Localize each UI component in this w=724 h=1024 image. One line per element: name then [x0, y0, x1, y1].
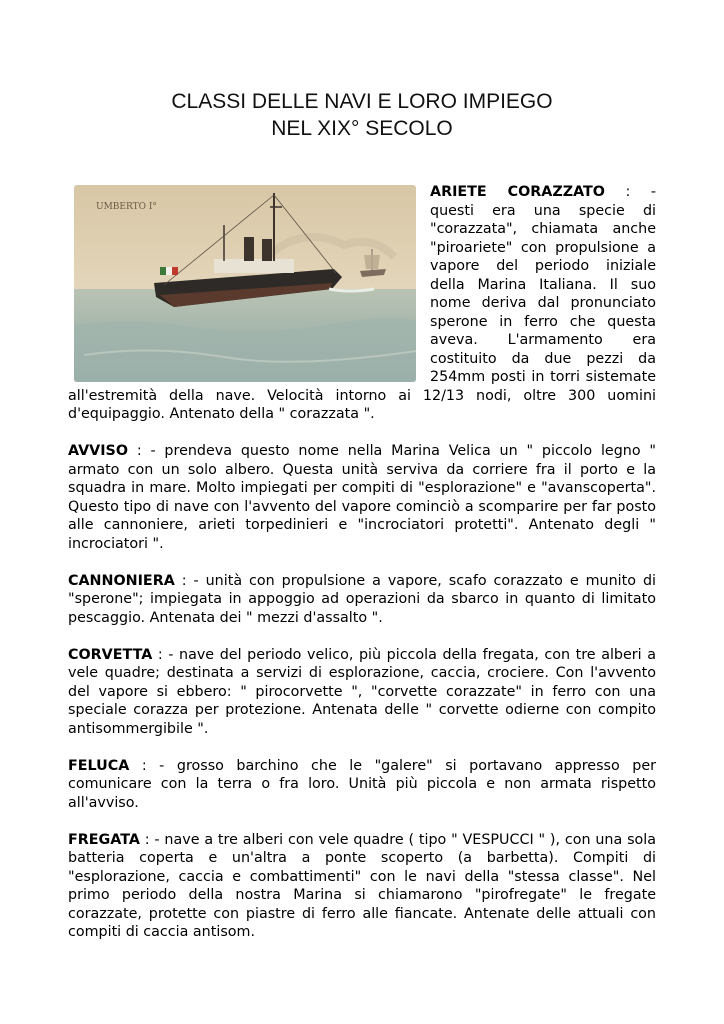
page-title	[0, 88, 724, 142]
entry-term-avviso: AVVISO	[68, 443, 128, 459]
entry-term-feluca: FELUCA	[68, 757, 130, 774]
entry-text-ariete-corazzato: : - questi era una specie di "corazzata", chiamata anche "piroariete" con propulsione a vapore del periodo iniziale della Marina Italiana. Il suo nome deriva dal pronunciato sperone in ferro che questa aveva. L'armamento era costituito da due pezzi da 254mm posti in torri sistemate all'estremità della nave. Velocità intorno ai 12/13 nodi, oltre 300 uomini d'equipaggio. Antenato della " corazzata ".	[68, 184, 656, 422]
entry-text-avviso: : - prendeva questo nome nella Marina Velica un " piccolo legno " armato con un solo albero. Questa unità serviva da corriere fra il porto e la squadra in mare. Molto impiegati per compiti di "esplorazione" e "avanscoperta". Questo tipo di nave con l'avvento del vapore cominciò a scomparire per far posto alle cannoniere, arieti torpedinieri e "incrociatori protetti". Antenato degli " incrociatori ".	[68, 443, 656, 552]
entry-text-feluca: : - grosso barchino che le "galere" si portavano appresso per comunicare con la terra o fra loro. Unità più piccola e non armata rispetto all'avviso.	[68, 757, 656, 811]
entry-term-corvetta: CORVETTA	[68, 646, 153, 663]
title-line-1: CLASSI DELLE NAVI E LORO IMPIEGO	[171, 90, 553, 113]
ship-handwritten-caption: UMBERTO I°	[96, 202, 157, 212]
entry-ariete-corazzato	[68, 183, 656, 424]
entry-cannoniera	[68, 572, 656, 628]
entry-text-cannoniera: : - unità con propulsione a vapore, scafo corazzato e munito di "sperone"; impiegata in appoggio ad operazioni da sbarco in quanto di limitato pescaggio. Antenata dei " mezzi d'assalto ".	[68, 572, 656, 626]
entry-term-fregata: FREGATA	[68, 831, 140, 848]
title-line-2: NEL XIX° SECOLO	[271, 117, 453, 140]
entry-term-ariete-corazzato: ARIETE CORAZZATO	[430, 184, 605, 200]
entry-text-corvetta: : - nave del periodo velico, più piccola della fregata, con tre alberi a vele quadre; destinata a servizi di esplorazione, caccia, crociere. Con l'avvento del vapore si ebbero: " pirocorvette ", "corvette corazzate" in ferro con una speciale corazza per protezione. Antenata delle " corvette odierne con compito antisommergibile ".	[68, 646, 656, 737]
document-body	[68, 183, 656, 960]
ship-painting-image	[74, 185, 416, 382]
entry-term-cannoniera: CANNONIERA	[68, 572, 175, 589]
entry-corvetta	[68, 646, 656, 739]
entry-fregata	[68, 831, 656, 942]
entry-avviso	[68, 442, 656, 553]
entry-feluca	[68, 757, 656, 813]
entry-text-fregata: : - nave a tre alberi con vele quadre ( tipo " VESPUCCI " ), con una sola batteria coperta e un'altra a ponte scoperto (a barbetta). Compiti di "esplorazione, caccia e combattimenti" con le navi della "stessa classe". Nel primo periodo della nostra Marina si chiamarono "pirofregate" le fregate corazzate, protette con piastre di ferro alle fiancate. Antenate delle attuali con compiti di caccia antisom.	[68, 831, 656, 940]
